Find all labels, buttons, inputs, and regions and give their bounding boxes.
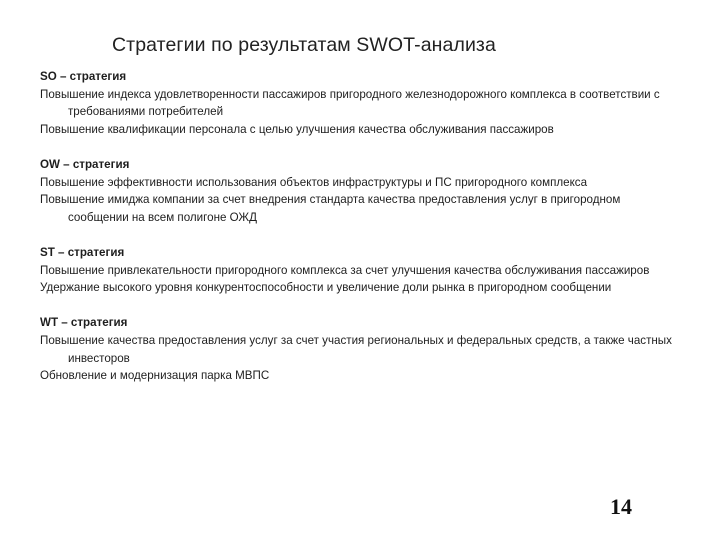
strategy-list [40,68,680,402]
section-heading: OW – стратегия [40,157,130,171]
list-item: Повышение имиджа компании за счет внедрения стандарта качества предоставления услуг в пригородном сообщении на всем полигоне ОЖД [40,193,621,224]
section-heading: ST – стратегия [40,245,125,259]
section-heading: WT – стратегия [40,316,128,330]
page-number: 14 [610,494,632,519]
list-item: Повышение эффективности использования объектов инфраструктуры и ПС пригородного комплекса [40,175,588,189]
list-item: Обновление и модернизация парка МВПС [40,369,270,383]
list-item: Повышение качества предоставления услуг за счет участия региональных и федеральных средств, а также частных инвесторов [40,333,672,365]
section-so [40,68,680,138]
list-item: Повышение привлекательности пригородного комплекса за счет улучшения качества обслуживания пассажиров [40,263,650,277]
section-wt [40,314,680,384]
section-heading: SO – стратегия [40,70,127,83]
list-item: Повышение индекса удовлетворенности пассажиров пригородного железнодорожного комплекса в соответствии с требованиями потребителей [40,87,660,119]
section-ow [40,156,680,226]
slide-title: Стратегии по результатам SWOT-анализа [112,34,496,56]
section-st [40,244,680,297]
list-item: Повышение квалификации персонала с целью улучшения качества обслуживания пассажиров [40,122,554,136]
list-item: Удержание высокого уровня конкурентоспособности и увеличение доли рынка в пригородном сообщении [40,281,612,295]
